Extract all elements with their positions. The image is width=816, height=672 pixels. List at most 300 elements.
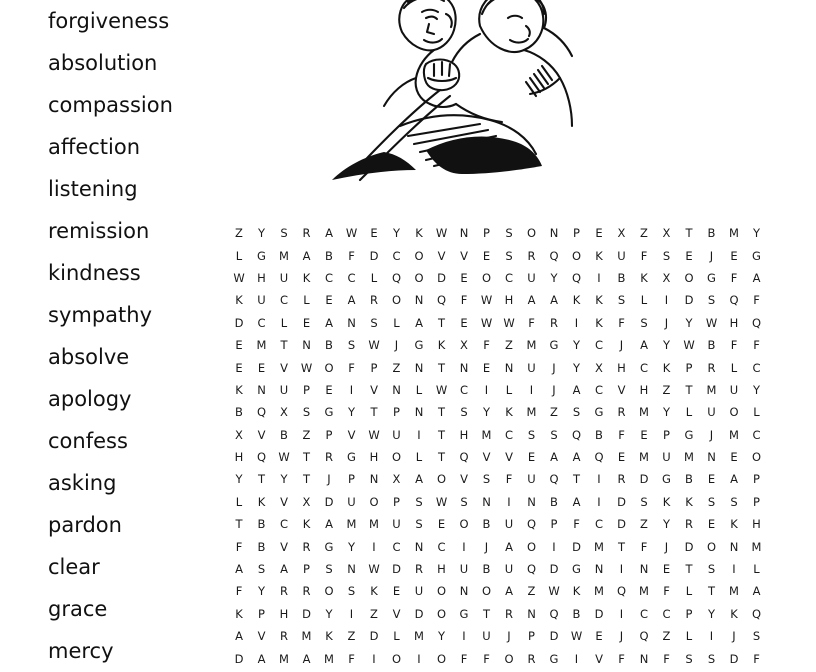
grid-cell: K [730, 606, 739, 621]
grid-cell: E [482, 360, 491, 375]
word-bank-item: absolve [48, 345, 130, 369]
grid-cell: S [325, 562, 334, 577]
grid-cell: C [347, 270, 357, 285]
grid-cell: K [595, 248, 604, 263]
grid-cell: F [618, 427, 626, 442]
grid-cell: R [707, 360, 716, 375]
grid-cell: A [550, 450, 559, 465]
grid-cell: P [370, 360, 378, 375]
word-bank-item: apology [48, 387, 132, 411]
grid-cell: B [707, 226, 716, 241]
grid-cell: C [594, 338, 604, 353]
grid-cell: M [256, 338, 267, 353]
grid-row [228, 535, 768, 557]
grid-cell: M [301, 629, 312, 644]
grid-cell: N [707, 450, 717, 465]
grid-row [228, 312, 768, 334]
grid-cell: M [639, 450, 650, 465]
grid-cell: V [392, 606, 401, 621]
grid-cell: W [368, 562, 381, 577]
grid-cell: L [685, 405, 693, 420]
grid-cell: Q [391, 270, 402, 285]
grid-cell: S [460, 494, 469, 509]
grid-cell: M [279, 651, 290, 666]
grid-cell: O [436, 606, 447, 621]
grid-cell: X [662, 226, 671, 241]
grid-cell: Z [662, 382, 671, 397]
grid-cell: H [437, 562, 447, 577]
grid-cell: Q [571, 427, 582, 442]
grid-cell: O [369, 494, 380, 509]
grid-cell: G [257, 248, 267, 263]
grid-cell: A [415, 472, 424, 487]
grid-cell: W [503, 315, 516, 330]
grid-cell: O [729, 405, 740, 420]
grid-cell: I [597, 494, 602, 509]
grid-cell: W [300, 360, 313, 375]
grid-cell: E [685, 248, 694, 263]
grid-cell: Q [256, 405, 267, 420]
grid-cell: E [730, 248, 739, 263]
grid-cell: W [480, 315, 493, 330]
grid-cell: E [730, 450, 739, 465]
grid-cell: A [347, 293, 356, 308]
grid-cell: K [662, 494, 671, 509]
grid-cell: F [618, 651, 626, 666]
grid-cell: N [414, 360, 424, 375]
grid-cell: J [709, 248, 714, 263]
grid-cell: S [640, 315, 649, 330]
grid-cell: V [370, 382, 379, 397]
grid-cell: D [684, 539, 694, 554]
grid-cell: E [595, 629, 604, 644]
grid-cell: C [752, 427, 762, 442]
grid-cell: O [571, 248, 582, 263]
grid-cell: N [527, 606, 537, 621]
grid-cell: F [348, 651, 356, 666]
grid-cell: L [753, 405, 761, 420]
grid-cell: P [573, 226, 581, 241]
grid-cell: W [368, 427, 381, 442]
grid-cell: H [752, 517, 762, 532]
grid-cell: U [347, 494, 357, 509]
grid-cell: T [572, 472, 581, 487]
grid-cell: N [639, 651, 649, 666]
grid-cell: V [460, 248, 469, 263]
grid-cell: Z [347, 629, 356, 644]
grid-cell: S [707, 293, 716, 308]
word-bank-item: asking [48, 471, 117, 495]
grid-cell: U [414, 584, 424, 599]
grid-cell: U [527, 360, 537, 375]
grid-cell: X [460, 338, 469, 353]
grid-cell: X [280, 405, 289, 420]
grid-cell: L [753, 562, 761, 577]
grid-cell: I [507, 494, 512, 509]
grid-cell: M [751, 539, 762, 554]
grid-cell: K [685, 494, 694, 509]
grid-cell: G [662, 472, 672, 487]
grid-row [228, 647, 768, 669]
grid-cell: B [257, 517, 266, 532]
grid-cell: E [235, 338, 244, 353]
grid-row [228, 222, 768, 244]
grid-cell: C [639, 360, 649, 375]
grid-cell: A [235, 562, 244, 577]
grid-cell: R [302, 226, 311, 241]
grid-cell: Y [325, 606, 334, 621]
grid-cell: F [663, 651, 671, 666]
grid-cell: G [324, 405, 334, 420]
grid-cell: X [595, 360, 604, 375]
grid-cell: M [729, 226, 740, 241]
grid-cell: C [437, 539, 447, 554]
grid-cell: T [437, 360, 446, 375]
grid-cell: Y [707, 606, 716, 621]
grid-cell: D [572, 539, 582, 554]
grid-cell: D [594, 606, 604, 621]
grid-cell: V [257, 427, 266, 442]
grid-cell: I [597, 270, 602, 285]
grid-cell: I [709, 629, 714, 644]
grid-cell: E [662, 562, 671, 577]
grid-cell: A [550, 293, 559, 308]
grid-cell: I [529, 382, 534, 397]
grid-cell: W [570, 629, 583, 644]
grid-row [228, 379, 768, 401]
grid-row [228, 401, 768, 423]
grid-cell: T [235, 517, 244, 532]
grid-row [228, 356, 768, 378]
grid-cell: N [347, 562, 357, 577]
grid-cell: Q [729, 293, 740, 308]
grid-cell: S [302, 405, 311, 420]
grid-cell: N [504, 360, 514, 375]
grid-cell: I [372, 539, 377, 554]
grid-cell: R [302, 539, 311, 554]
grid-cell: I [417, 427, 422, 442]
grid-cell: D [617, 494, 627, 509]
grid-cell: F [640, 248, 648, 263]
grid-cell: E [325, 382, 334, 397]
grid-cell: A [325, 315, 334, 330]
grid-cell: R [685, 517, 694, 532]
grid-cell: P [685, 606, 693, 621]
grid-cell: C [504, 427, 514, 442]
grid-cell: A [235, 629, 244, 644]
grid-cell: Q [436, 293, 447, 308]
grid-cell: N [414, 539, 424, 554]
grid-cell: M [594, 539, 605, 554]
grid-cell: B [325, 338, 334, 353]
grid-cell: Q [639, 629, 650, 644]
grid-cell: N [392, 382, 402, 397]
grid-cell: T [437, 405, 446, 420]
grid-cell: U [504, 562, 514, 577]
grid-cell: R [370, 293, 379, 308]
word-bank-item: listening [48, 177, 138, 201]
grid-cell: V [437, 248, 446, 263]
grid-cell: L [730, 360, 738, 375]
grid-cell: T [437, 450, 446, 465]
word-bank-item: grace [48, 597, 108, 621]
grid-cell: E [707, 517, 716, 532]
grid-cell: E [437, 517, 446, 532]
grid-cell: F [618, 315, 626, 330]
grid-cell: I [619, 562, 624, 577]
grid-cell: X [617, 226, 626, 241]
grid-cell: P [663, 427, 671, 442]
grid-cell: B [617, 270, 626, 285]
grid-cell: V [280, 539, 289, 554]
grid-cell: D [414, 606, 424, 621]
grid-cell: A [280, 562, 289, 577]
grid-cell: L [393, 629, 401, 644]
grid-row [228, 244, 768, 266]
grid-cell: E [392, 584, 401, 599]
grid-cell: L [235, 494, 243, 509]
grid-cell: A [302, 248, 311, 263]
grid-cell: Z [640, 517, 649, 532]
man-consoling-another-illustration [330, 0, 670, 204]
grid-cell: L [415, 450, 423, 465]
grid-cell: W [480, 293, 493, 308]
grid-cell: S [415, 517, 424, 532]
grid-cell: M [729, 427, 740, 442]
grid-row [228, 491, 768, 513]
grid-cell: S [257, 562, 266, 577]
grid-cell: F [528, 315, 536, 330]
grid-cell: R [505, 606, 514, 621]
grid-cell: I [664, 293, 669, 308]
grid-cell: C [594, 382, 604, 397]
grid-cell: L [303, 293, 311, 308]
grid-cell: T [617, 539, 626, 554]
grid-cell: S [707, 494, 716, 509]
grid-cell: D [549, 629, 559, 644]
grid-cell: K [595, 293, 604, 308]
grid-cell: P [348, 472, 356, 487]
grid-cell: N [414, 405, 424, 420]
grid-cell: B [280, 427, 289, 442]
grid-cell: S [707, 562, 716, 577]
grid-cell: W [435, 494, 448, 509]
grid-cell: V [595, 651, 604, 666]
grid-cell: F [460, 293, 468, 308]
grid-cell: K [437, 338, 446, 353]
grid-cell: Q [616, 584, 627, 599]
grid-cell: U [392, 427, 402, 442]
grid-cell: N [549, 226, 559, 241]
grid-cell: O [324, 360, 335, 375]
grid-cell: S [707, 651, 716, 666]
grid-cell: Y [572, 360, 581, 375]
grid-cell: E [235, 360, 244, 375]
grid-cell: B [482, 562, 491, 577]
grid-cell: Y [257, 584, 266, 599]
grid-cell: H [729, 315, 739, 330]
grid-cell: Y [347, 539, 356, 554]
grid-cell: F [730, 338, 738, 353]
grid-cell: M [279, 248, 290, 263]
grid-row [228, 558, 768, 580]
grid-cell: I [619, 606, 624, 621]
grid-cell: V [347, 427, 356, 442]
grid-cell: O [504, 651, 515, 666]
grid-cell: V [460, 472, 469, 487]
grid-cell: R [527, 248, 536, 263]
grid-cell: Y [280, 472, 289, 487]
grid-cell: S [505, 248, 514, 263]
grid-cell: Q [751, 606, 762, 621]
grid-cell: D [234, 315, 244, 330]
grid-cell: N [527, 494, 537, 509]
grid-cell: T [437, 315, 446, 330]
grid-cell: D [639, 472, 649, 487]
grid-cell: E [460, 315, 469, 330]
grid-cell: Q [256, 450, 267, 465]
grid-cell: V [257, 629, 266, 644]
grid-cell: D [324, 494, 334, 509]
grid-cell: U [279, 382, 289, 397]
grid-cell: E [325, 293, 334, 308]
grid-cell: A [752, 584, 761, 599]
grid-cell: B [257, 539, 266, 554]
grid-cell: L [393, 315, 401, 330]
grid-cell: J [664, 539, 669, 554]
grid-cell: O [414, 270, 425, 285]
grid-cell: K [257, 494, 266, 509]
grid-cell: F [730, 270, 738, 285]
grid-cell: M [526, 405, 537, 420]
grid-cell: T [685, 562, 694, 577]
grid-cell: O [526, 539, 537, 554]
grid-cell: I [349, 382, 354, 397]
grid-row [228, 513, 768, 535]
grid-cell: L [685, 629, 693, 644]
grid-cell: B [595, 427, 604, 442]
grid-cell: M [594, 584, 605, 599]
grid-cell: S [370, 315, 379, 330]
grid-cell: O [391, 450, 402, 465]
grid-cell: X [235, 427, 244, 442]
grid-cell: P [393, 494, 401, 509]
grid-cell: P [483, 226, 491, 241]
grid-cell: N [729, 539, 739, 554]
grid-cell: P [753, 472, 761, 487]
grid-cell: S [617, 293, 626, 308]
grid-cell: F [483, 651, 491, 666]
grid-cell: F [235, 584, 243, 599]
grid-cell: U [279, 270, 289, 285]
grid-cell: Q [751, 315, 762, 330]
grid-cell: F [460, 651, 468, 666]
grid-cell: G [707, 270, 717, 285]
grid-cell: I [552, 539, 557, 554]
grid-cell: A [302, 651, 311, 666]
grid-cell: V [482, 450, 491, 465]
grid-cell: F [348, 360, 356, 375]
grid-cell: E [257, 360, 266, 375]
grid-cell: O [391, 651, 402, 666]
grid-cell: A [415, 315, 424, 330]
grid-cell: D [369, 248, 379, 263]
grid-cell: J [619, 629, 624, 644]
grid-cell: N [369, 472, 379, 487]
grid-cell: E [460, 270, 469, 285]
grid-cell: D [549, 562, 559, 577]
grid-cell: I [574, 315, 579, 330]
grid-cell: Z [392, 360, 401, 375]
grid-cell: I [462, 629, 467, 644]
grid-cell: M [639, 584, 650, 599]
grid-cell: D [392, 562, 402, 577]
grid-cell: C [504, 270, 514, 285]
word-search-grid [228, 222, 768, 670]
grid-cell: J [507, 629, 512, 644]
grid-cell: A [572, 494, 581, 509]
grid-cell: E [640, 427, 649, 442]
grid-cell: K [730, 517, 739, 532]
grid-cell: O [481, 270, 492, 285]
grid-cell: F [640, 539, 648, 554]
grid-cell: O [459, 517, 470, 532]
grid-cell: P [528, 629, 536, 644]
grid-cell: B [707, 338, 716, 353]
grid-cell: F [753, 293, 761, 308]
grid-cell: B [572, 606, 581, 621]
grid-cell: I [574, 651, 579, 666]
grid-cell: Y [572, 338, 581, 353]
grid-cell: G [324, 539, 334, 554]
grid-cell: C [594, 517, 604, 532]
grid-cell: R [617, 405, 626, 420]
word-bank-item: confess [48, 429, 128, 453]
grid-cell: D [369, 629, 379, 644]
grid-cell: S [482, 472, 491, 487]
grid-cell: P [303, 382, 311, 397]
grid-cell: L [280, 315, 288, 330]
word-bank-item: clear [48, 555, 100, 579]
grid-cell: O [706, 539, 717, 554]
grid-cell: X [392, 472, 401, 487]
grid-cell: G [684, 427, 694, 442]
grid-row [228, 446, 768, 468]
grid-cell: O [391, 293, 402, 308]
grid-cell: M [324, 651, 335, 666]
grid-cell: R [550, 315, 559, 330]
grid-cell: W [435, 226, 448, 241]
grid-cell: D [729, 651, 739, 666]
grid-cell: M [481, 427, 492, 442]
grid-cell: W [435, 382, 448, 397]
grid-cell: Y [752, 382, 761, 397]
grid-cell: H [257, 270, 267, 285]
grid-cell: S [752, 629, 761, 644]
grid-cell: K [235, 382, 244, 397]
grid-cell: A [572, 450, 581, 465]
word-bank-item: mercy [48, 639, 114, 663]
grid-cell: J [552, 360, 557, 375]
grid-cell: K [640, 270, 649, 285]
grid-row [228, 334, 768, 356]
grid-cell: O [481, 584, 492, 599]
grid-cell: N [257, 382, 267, 397]
grid-cell: J [394, 338, 399, 353]
grid-cell: O [751, 450, 762, 465]
grid-cell: P [325, 427, 333, 442]
grid-cell: I [484, 382, 489, 397]
